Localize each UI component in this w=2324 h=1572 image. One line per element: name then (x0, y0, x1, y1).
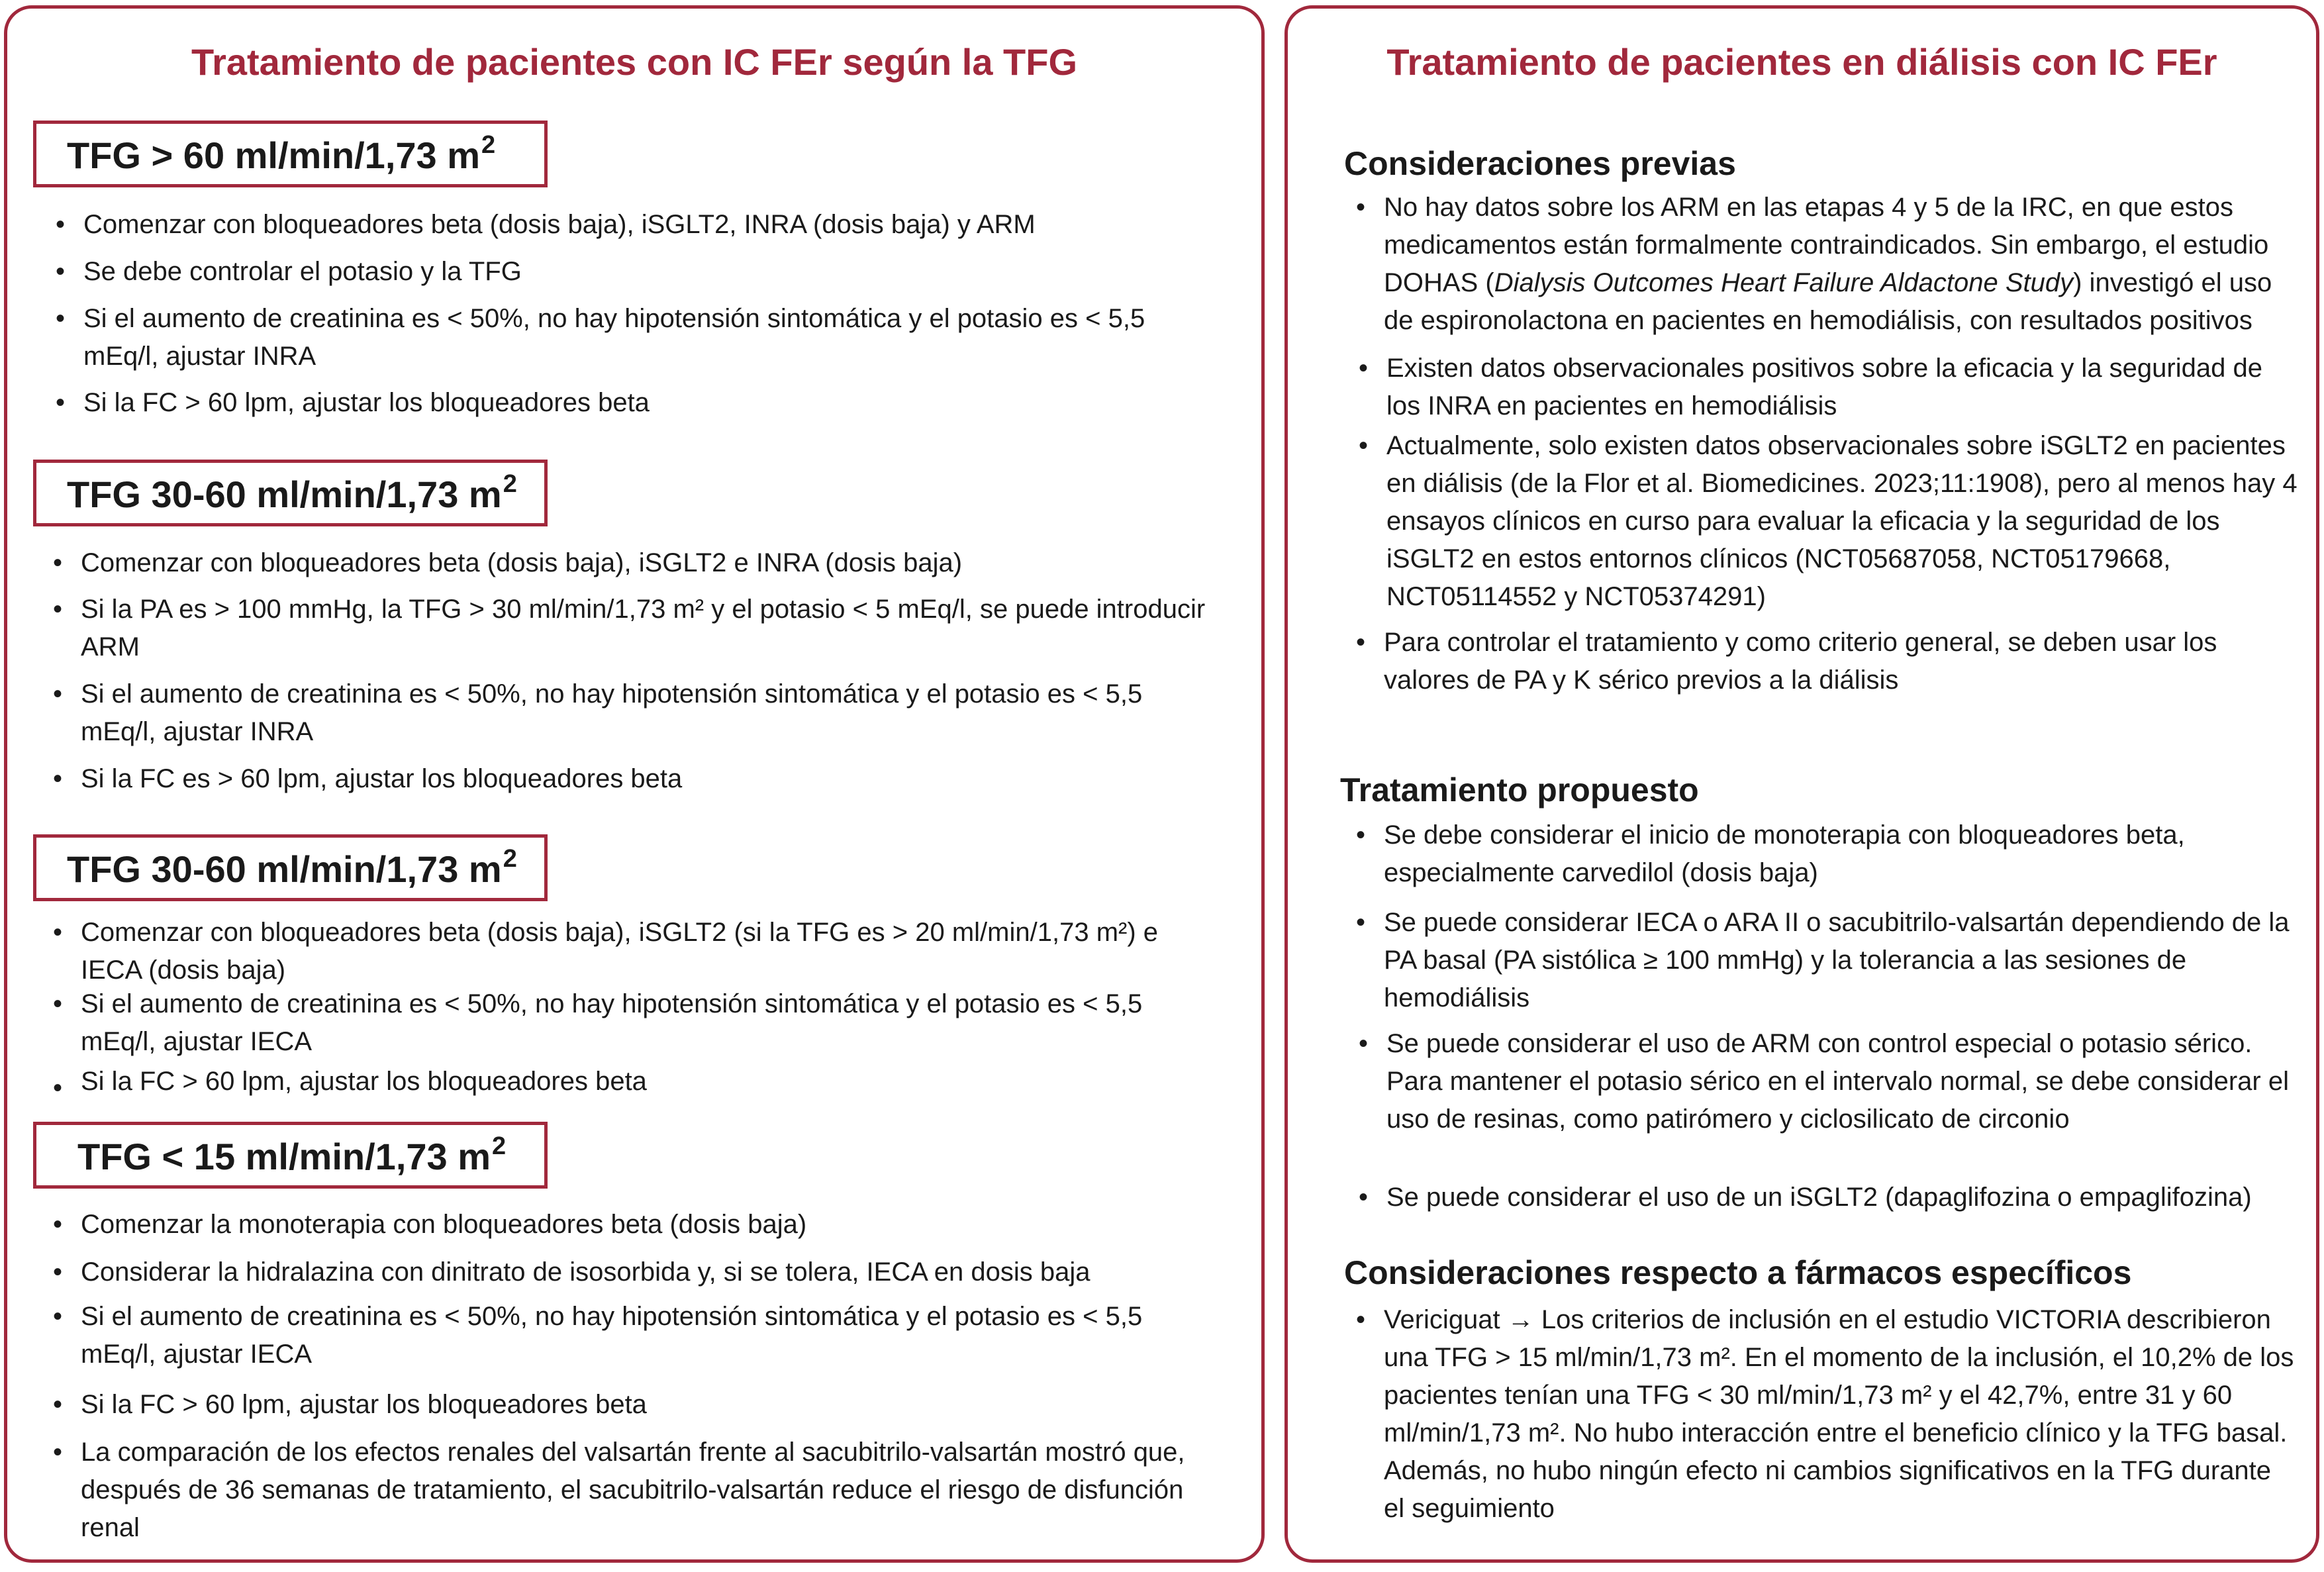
right-panel-title: Tratamiento de pacientes en diálisis con IC FEr (1386, 41, 2217, 83)
list-item: • Se puede considerar el uso de ARM con control especial o potasio sérico. Para mantener el potasio sérico en el intervalo normal, se debe considerar el uso de resinas, como patirómero y ciclosilicato de circonio (1386, 1025, 2300, 1138)
bullet: • (53, 764, 63, 793)
bullet: • (1356, 820, 1366, 850)
list-item: • Si el aumento de creatinina es < 50%, no hay hipotensión sintomática y el potasio es < 5,5 mEq/l, ajustar INRA (83, 300, 1222, 375)
bullet: • (1356, 908, 1366, 937)
list-item: • Se debe controlar el potasio y la TFG (83, 253, 1222, 291)
bullet: • (1359, 431, 1369, 460)
left-panel-title: Tratamiento de pacientes con IC FEr según la TFG (191, 41, 1078, 83)
bullet: • (1356, 193, 1366, 222)
list-item: • Vericiguat → Los criterios de inclusión en el estudio VICTORIA describieron una TFG > 15 ml/min/1,73 m². En el momento de la inclusión, el 10,2% de los pacientes tenían una TFG < 30 ml/min/1,73 m² y el 42,7%, entre 31 y 60 ml/min/1,73 m². No hubo interacción entre el beneficio clínico y la TFG basal. Además, no hubo ningún efecto ni cambios significativos en la TFG durante el seguimiento (1384, 1301, 2294, 1528)
tfg-box-label: TFG 30-60 ml/min/1,73 m (67, 473, 502, 515)
tfg-box-30-60 (33, 834, 548, 901)
list-item: • Comenzar con bloqueadores beta (dosis baja), iSGLT2 e INRA (dosis baja) (81, 544, 1220, 582)
list-item: • Si la PA es > 100 mmHg, la TFG > 30 ml/min/1,73 m² y el potasio < 5 mEq/l, se puede introducir ARM (81, 591, 1220, 666)
list-item: • Si el aumento de creatinina es < 50%, no hay hipotensión sintomática y el potasio es < 5,5 mEq/l, ajustar IECA (81, 985, 1220, 1061)
tfg-box-30-60 (33, 460, 548, 526)
list-item: • Se debe considerar el inicio de monoterapia con bloqueadores beta, especialmente carvedilol (dosis baja) (1384, 816, 2298, 892)
bullet: • (53, 595, 63, 624)
tfg-box-label: TFG 30-60 ml/min/1,73 m (67, 848, 502, 890)
tfg-box-gt60 (33, 121, 548, 187)
list-item: • Si el aumento de creatinina es < 50%, no hay hipotensión sintomática y el potasio es < 5,5 mEq/l, ajustar IECA (81, 1298, 1220, 1373)
bullet: • (56, 388, 66, 417)
list-item: • La comparación de los efectos renales del valsartán frente al sacubitrilo-valsartán mostró que, después de 36 semanas de tratamiento, el sacubitrilo-valsartán reduce el riesgo de disfunción renal (81, 1434, 1233, 1547)
bullet: • (53, 548, 63, 577)
bullet: • (1356, 628, 1366, 657)
bullet: • (53, 1302, 63, 1331)
list-item: • Se puede considerar IECA o ARA II o sacubitrilo-valsartán dependiendo de la PA basal (PA sistólica ≥ 100 mmHg) y la tolerancia a las sesiones de hemodiálisis (1384, 904, 2298, 1017)
superscript: 2 (481, 131, 496, 160)
bullet: • (53, 1257, 63, 1287)
bullet: • (53, 1210, 63, 1239)
list-item: • Si la FC > 60 lpm, ajustar los bloqueadores beta (81, 1063, 1220, 1101)
list-item: • Si el aumento de creatinina es < 50%, no hay hipotensión sintomática y el potasio es < 5,5 mEq/l, ajustar INRA (81, 675, 1220, 751)
list-item: • Considerar la hidralazina con dinitrato de isosorbida y, si se tolera, IECA en dosis baja (81, 1253, 1220, 1291)
list-item: • Actualmente, solo existen datos observacionales sobre iSGLT2 en pacientes en diálisis (de la Flor et al. Biomedicines. 2023;11:1908), pero al menos hay 4 ensayos clínicos en curso para evaluar la eficacia y la seguridad de los iSGLT2 en estos entornos clínicos (NCT05687058, NCT05179668, NCT05114552 y NCT05374291) (1386, 427, 2300, 616)
list-item: • Para controlar el tratamiento y como criterio general, se deben usar los valores de PA y K sérico previos a la diálisis (1384, 624, 2298, 699)
list-item: • Comenzar con bloqueadores beta (dosis baja), iSGLT2, INRA (dosis baja) y ARM (83, 206, 1222, 244)
section-heading: Consideraciones respecto a fármacos específicos (1344, 1254, 2132, 1291)
bullet: • (53, 1390, 63, 1419)
bullet: • (1359, 1183, 1369, 1212)
list-item: • Existen datos observacionales positivos sobre la eficacia y la seguridad de los INRA en pacientes en hemodiálisis (1386, 350, 2300, 425)
superscript: 2 (503, 845, 517, 873)
bullet: • (1359, 1029, 1369, 1058)
bullet: • (53, 918, 63, 947)
list-item: • Se puede considerar el uso de un iSGLT2 (dapaglifozina o empaglifozina) (1386, 1179, 2300, 1216)
tfg-box-label: TFG < 15 ml/min/1,73 m (77, 1136, 491, 1177)
superscript: 2 (503, 470, 517, 499)
bullet: • (1356, 1305, 1366, 1334)
bullet: • (53, 989, 63, 1018)
bullet: • (56, 304, 66, 333)
bullet: • (53, 1438, 63, 1467)
section-heading: Consideraciones previas (1344, 145, 1736, 182)
tfg-box-lt15 (33, 1122, 548, 1189)
list-item: • Comenzar la monoterapia con bloqueadores beta (dosis baja) (81, 1206, 1220, 1244)
bullet: • (56, 210, 66, 239)
list-item: • Si la FC es > 60 lpm, ajustar los bloqueadores beta (81, 760, 1220, 798)
bullet: • (1359, 354, 1369, 383)
list-item: • Si la FC > 60 lpm, ajustar los bloqueadores beta (83, 384, 1222, 422)
bullet: • (53, 679, 63, 709)
list-item: • Si la FC > 60 lpm, ajustar los bloqueadores beta (81, 1386, 1220, 1424)
list-item: • Comenzar con bloqueadores beta (dosis baja), iSGLT2 (si la TFG es > 20 ml/min/1,73 m²) e IECA (dosis baja) (81, 914, 1220, 989)
tfg-box-label: TFG > 60 ml/min/1,73 m (67, 134, 481, 176)
bullet: • (53, 1073, 63, 1103)
superscript: 2 (492, 1132, 507, 1161)
italic-title: Dialysis Outcomes Heart Failure Aldactone Study (1494, 268, 2074, 297)
section-heading: Tratamiento propuesto (1340, 771, 1699, 809)
bullet: • (56, 257, 66, 286)
list-item: • No hay datos sobre los ARM en las etapas 4 y 5 de la IRC, en que estos medicamentos están formalmente contraindicados. Sin embargo, el estudio DOHAS (Dialysis Outcomes Heart Failure Aldactone Study) investigó el uso de espironolactona en pacientes en hemodiálisis, con resultados positivos (1384, 189, 2298, 340)
